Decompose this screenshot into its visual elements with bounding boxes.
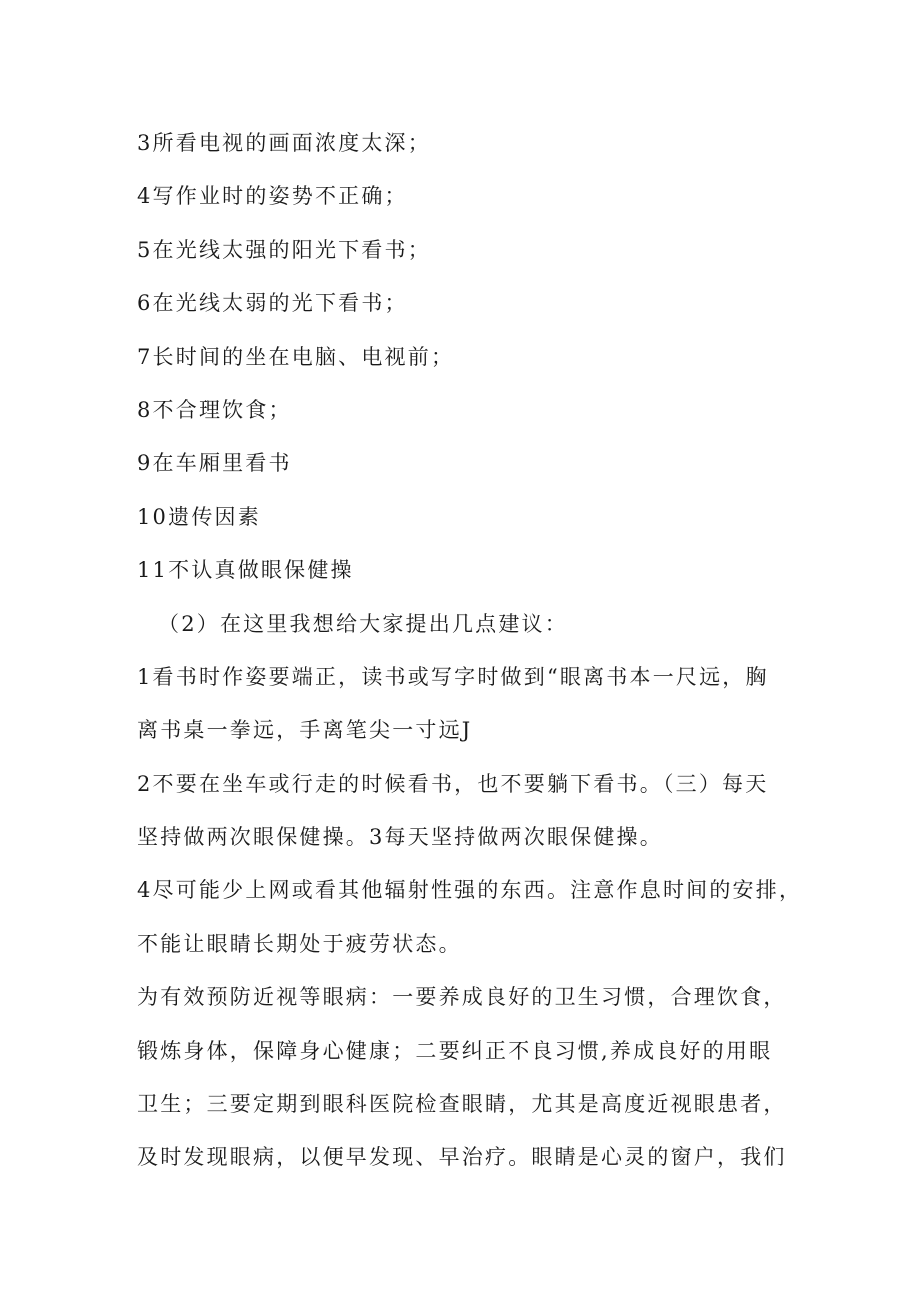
document-page [137,117,803,1185]
list-item-cause-7: 7长时间的坐在电脑、电视前； [137,344,455,369]
suggestion-4-line-2: 不能让眼睛长期处于疲劳状态。 [137,931,462,956]
suggestion-2-line-1: 2不要在坐车或行走的时候看书，也不要躺下看书。（三）每天 [137,771,769,796]
suggestion-1-line-1: 1看书时作姿要端正，读书或写字时做到“眼离书本一尺远，胸 [137,664,769,689]
list-item-cause-5: 5在光线太强的阳光下看书； [137,237,431,262]
section-heading-suggestions: （2）在这里我想给大家提出几点建议： [158,611,568,636]
list-item-cause-3: 3所看电视的画面浓度太深； [137,131,431,155]
suggestion-2-line-2: 坚持做两次眼保健操。3每天坚持做两次眼保健操。 [137,825,663,850]
list-item-cause-8: 8不合理饮食； [137,397,292,422]
suggestion-4-line-1: 4尽可能少上网或看其他辐射性强的东西。注意作息时间的安排， [137,878,803,903]
suggestion-1-line-2: 离书桌一拳远，手离笔尖一寸远J [137,718,473,743]
list-item-cause-10: 10遗传因素 [137,504,261,529]
conclusion-line-1: 为有效预防近视等眼病：一要养成良好的卫生习惯，合理饮食， [137,985,787,1010]
conclusion-line-2: 锻炼身体，保障身心健康；二要纠正不良习惯,养成良好的用眼 [137,1038,773,1063]
conclusion-line-4: 及时发现眼病，以便早发现、早治疗。眼睛是心灵的窗户，我们 [137,1145,787,1170]
list-item-cause-11: 11不认真做眼保健操 [137,558,354,583]
list-item-cause-6: 6在光线太弱的光下看书； [137,291,408,316]
list-item-cause-9: 9在车厢里看书 [137,451,292,476]
conclusion-line-3: 卫生；三要定期到眼科医院检查眼睛，尤其是高度近视眼患者， [137,1092,787,1117]
list-item-cause-4: 4写作业时的姿势不正确； [137,184,408,209]
